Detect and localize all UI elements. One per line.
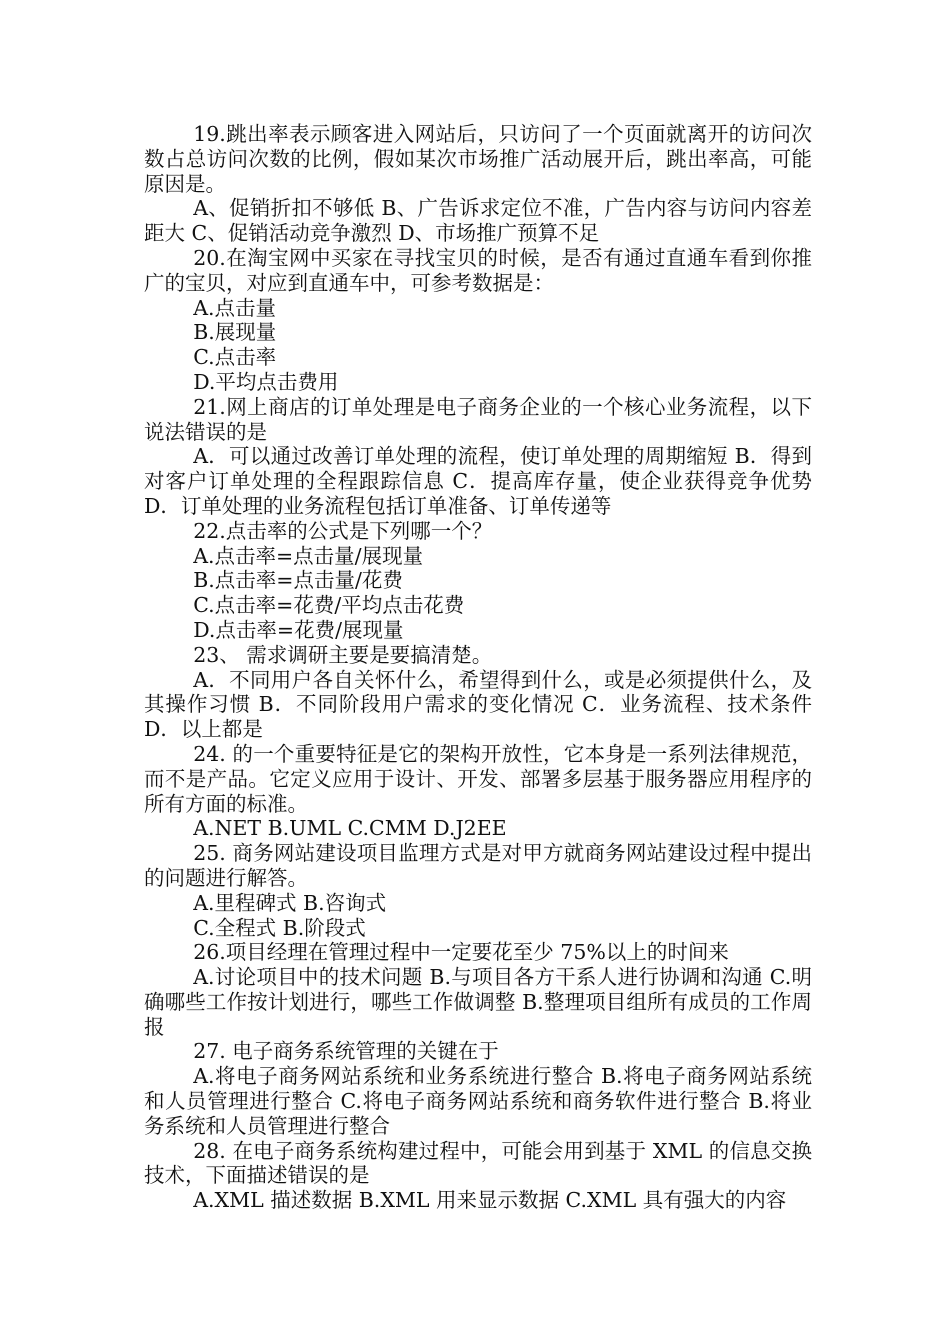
- question-22-stem: 22.点击率的公式是下列哪一个？: [193, 518, 493, 543]
- question-24-stem: 24. 的一个重要特征是它的架构开放性，它本身是一系列法律规范，而不是产品。它定义应用于设计、开发、部署多层基于服务器应用程序的所有方面的标准。: [144, 741, 812, 816]
- question-19-stem: 19.跳出率表示顾客进入网站后，只访问了一个页面就离开的访问次数占总访问次数的比例，假如某次市场推广活动展开后，跳出率高，可能原因是。: [144, 122, 812, 196]
- question-24-options: A.NET B.UML C.CMM D.J2EE: [193, 816, 507, 841]
- question-22-option-a: A.点击率=点击量/展现量: [193, 543, 424, 568]
- question-21-options: A．可以通过改善订单处理的流程，使订单处理的周期缩短 B．得到对客户订单处理的全程跟踪信息 C．提高库存量，使企业获得竞争优势 D．订单处理的业务流程包括订单准备、订单传递等: [144, 444, 812, 518]
- question-27-options: A.将电子商务网站系统和业务系统进行整合 B.将电子商务网站系统和人员管理进行整合 C.将电子商务网站系统和商务软件进行整合 B.将业务系统和人员管理进行整合: [144, 1064, 812, 1138]
- question-22-option-d: D.点击率=花费/展现量: [193, 617, 404, 642]
- question-22-option-b: B.点击率=点击量/花费: [193, 568, 403, 593]
- question-20-option-a: A.点击量: [193, 295, 277, 320]
- question-19-options: A、促销折扣不够低 B、广告诉求定位不准，广告内容与访问内容差距大 C、促销活动竞争激烈 D、市场推广预算不足: [144, 196, 812, 246]
- document-page: [144, 122, 812, 1213]
- question-28-stem: 28. 在电子商务系统构建过程中，可能会用到基于 XML 的信息交换技术，下面描述错误的是: [144, 1138, 812, 1188]
- question-23-stem: 23、 需求调研主要是要搞清楚。: [193, 642, 493, 667]
- question-25-options-1: A.里程碑式 B.咨询式: [193, 890, 387, 915]
- question-28-options: A.XML 描述数据 B.XML 用来显示数据 C.XML 具有强大的内容: [193, 1188, 787, 1213]
- question-23-options: A．不同用户各自关怀什么，希望得到什么，或是必须提供什么，及其操作习惯 B．不同阶段用户需求的变化情况 C．业务流程、技术条件 D．以上都是: [144, 667, 812, 742]
- question-22-option-c: C.点击率=花费/平均点击花费: [193, 593, 465, 618]
- question-25-options-2: C.全程式 B.阶段式: [193, 915, 366, 940]
- question-20-option-c: C.点击率: [193, 345, 277, 370]
- question-20-option-d: D.平均点击费用: [193, 369, 339, 394]
- question-26-stem: 26.项目经理在管理过程中一定要花至少 75%以上的时间来: [193, 940, 729, 965]
- question-20-stem: 20.在淘宝网中买家在寻找宝贝的时候，是否有通过直通车看到你推广的宝贝，对应到直通车中，可参考数据是：: [144, 245, 812, 295]
- question-27-stem: 27. 电子商务系统管理的关键在于: [193, 1039, 499, 1064]
- question-20-option-b: B.展现量: [193, 320, 277, 345]
- question-25-stem: 25. 商务网站建设项目监理方式是对甲方就商务网站建设过程中提出的问题进行解答。: [144, 841, 812, 890]
- question-26-options: A.讨论项目中的技术问题 B.与项目各方干系人进行协调和沟通 C.明确哪些工作按计划进行，哪些工作做调整 B.整理项目组所有成员的工作周报: [144, 965, 812, 1039]
- question-21-stem: 21.网上商店的订单处理是电子商务企业的一个核心业务流程，以下说法错误的是: [144, 394, 812, 444]
